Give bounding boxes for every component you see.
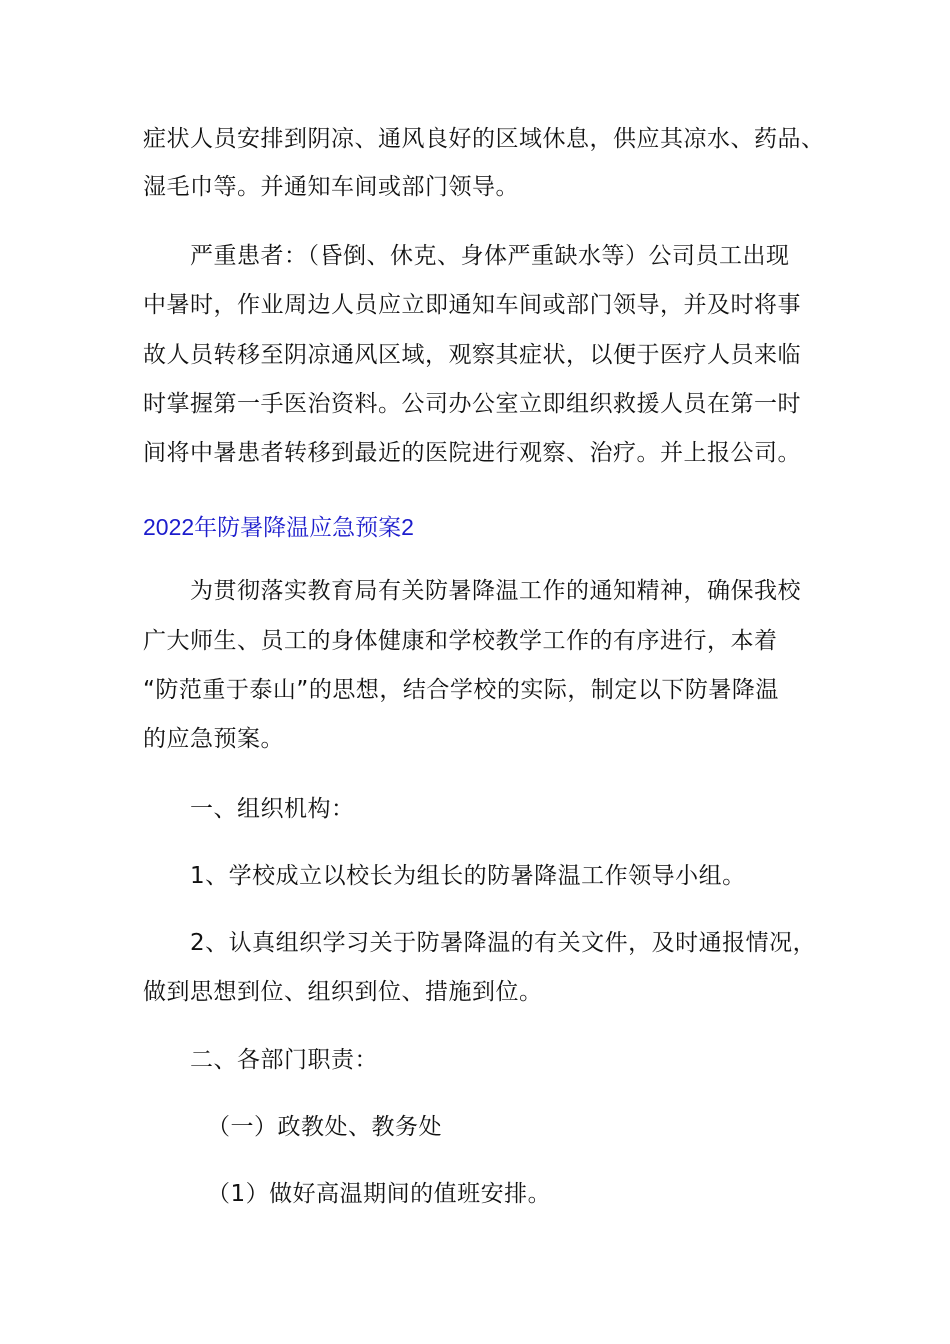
section-title: 二、各部门职责： bbox=[190, 1047, 378, 1073]
paragraph-line: 故人员转移至阴凉通风区域，观察其症状，以便于医疗人员来临 bbox=[143, 342, 801, 368]
paragraph-line: “防范重于泰山”的思想，结合学校的实际，制定以下防暑降温 bbox=[143, 677, 779, 703]
paragraph-line: 广大师生、员工的身体健康和学校教学工作的有序进行，本着 bbox=[143, 628, 778, 654]
paragraph-line: 为贯彻落实教育局有关防暑降温工作的通知精神，确保我校 bbox=[190, 578, 801, 604]
subsection-title: （一）政教处、教务处 bbox=[207, 1114, 442, 1140]
list-item-continued: 做到思想到位、组织到位、措施到位。 bbox=[143, 979, 543, 1005]
section-title: 一、组织机构： bbox=[190, 796, 355, 822]
paragraph-line: 症状人员安排到阴凉、通风良好的区域休息，供应其凉水、药品、 bbox=[143, 126, 825, 152]
paragraph-line: 湿毛巾等。并通知车间或部门领导。 bbox=[143, 174, 519, 200]
section-heading: 2022年防暑降温应急预案2 bbox=[143, 514, 414, 540]
list-item: 2、认真组织学习关于防暑降温的有关文件，及时通报情况， bbox=[190, 930, 817, 956]
paragraph-line: 的应急预案。 bbox=[143, 726, 284, 752]
paragraph-line: 时掌握第一手医治资料。公司办公室立即组织救援人员在第一时 bbox=[143, 391, 801, 417]
paragraph-line: 间将中暑患者转移到最近的医院进行观察、治疗。并上报公司。 bbox=[143, 440, 801, 466]
list-item: （1）做好高温期间的值班安排。 bbox=[207, 1181, 552, 1207]
paragraph-line: 严重患者：（昏倒、休克、身体严重缺水等）公司员工出现 bbox=[190, 243, 790, 269]
list-item: 1、学校成立以校长为组长的防暑降温工作领导小组。 bbox=[190, 863, 746, 889]
paragraph-line: 中暑时，作业周边人员应立即通知车间或部门领导，并及时将事 bbox=[143, 292, 801, 318]
